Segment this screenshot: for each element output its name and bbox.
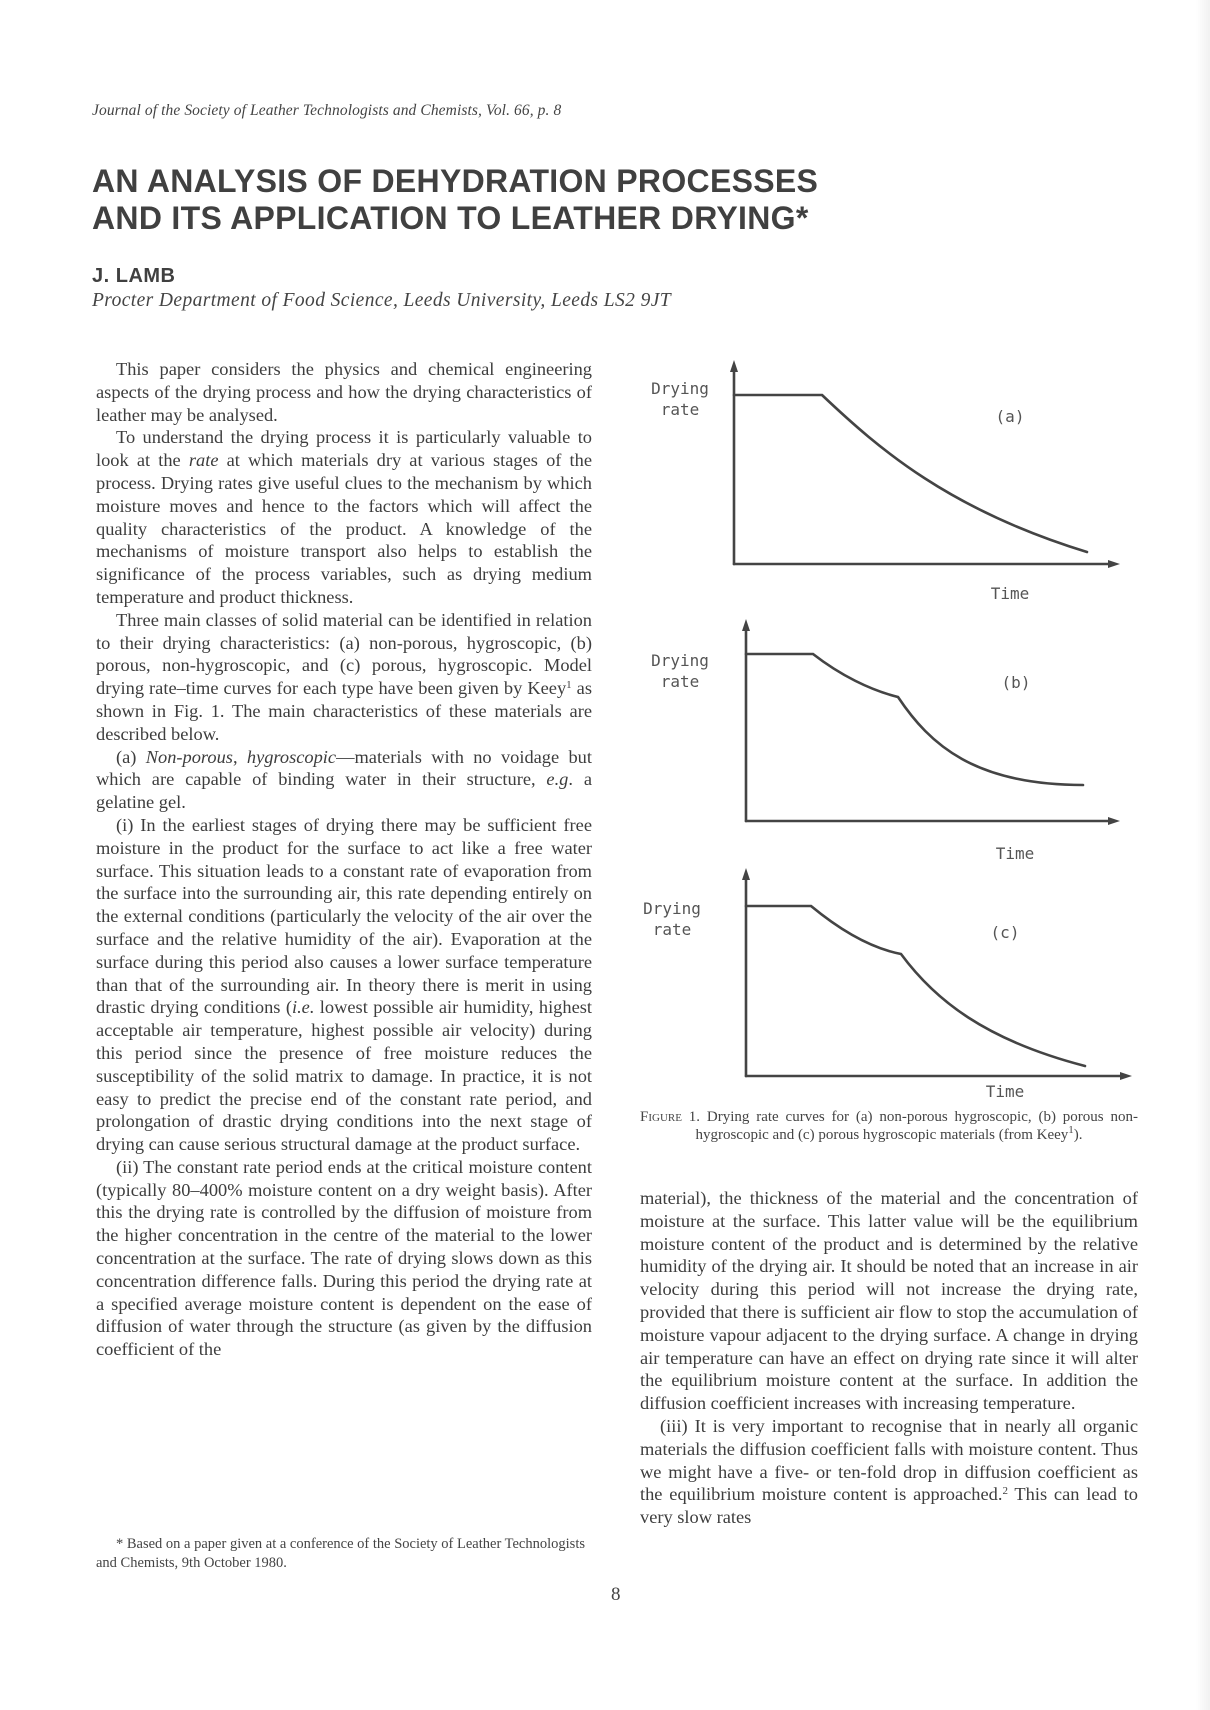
chart-a-ylabel: Drying rate [651,379,709,419]
paragraph-non-porous: (a) Non-porous, hygroscopic—materials with no voidage but which are capable of binding water in their structure, e.g. a gelatine gel. [96,746,592,813]
page-number: 8 [611,1584,621,1605]
journal-citation: Journal of the Society of Leather Technologists and Chemists, Vol. 66, p. 8 [92,102,562,119]
right-column [640,1187,1138,1529]
chart-a-panel-label: (a) [995,407,1025,426]
figure-label: Figure 1. [640,1109,701,1125]
chart-b-ylabel: Drying rate [651,651,709,691]
footnote: * Based on a paper given at a conference of the Society of Leather Technologists and Chemists, 9th October 1980. [96,1536,585,1571]
chart-c-xlabel: Time [985,1082,1025,1101]
paragraph-classes: Three main classes of solid material can be identified in relation to their drying characteristics: (a) non-porous, hygroscopic, (b) porous, non-hygroscopic, and (c) porous, hygroscopic. Model drying rate–time curves for each type have been given by Keey$^1$ as shown in Fig. 1. The main characteristics of these materials are described below. [96,609,593,744]
paragraph-stage-i: (i) In the earliest stages of drying there may be sufficient free moisture in the product for the surface to act like a free water surface. This situation leads to a constant rate of evaporation from the surface into the surrounding air, this rate depending entirely on the external conditions (particularly the velocity of the air over the surface and the relative humidity of the air). Evaporation at the surface during this period also causes a lower surface temperature than that of the surrounding air. In theory there is merit in using drastic drying conditions (i.e. lowest possible air humidity, highest acceptable air temperature, highest possible air velocity) during this period since the presence of free moisture reduces the susceptibility of the solid matrix to damage. In practice, it is not easy to predict the precise end of the constant rate period, and prolongation of drastic drying conditions into the next stage of drying can cause serious structural damage at the product surface. [96,814,592,1155]
paragraph-stage-ii-cont: material), the thickness of the material and the concentration of moisture at the surface. This latter value will be the equilibrium moisture content of the product and is determined by the relative humidity of the drying air. It should be noted that an increase in air velocity during this period will not increase the drying rate, provided that there is sufficient air flow to stop the accumulation of moisture vapour adjacent to the drying surface. A change in drying air temperature can have an effect on drying rate since it will alter the equilibrium moisture content at the surface. In addition the diffusion coefficient increases with increasing temperature. [640,1188,1138,1414]
paragraph-rate: To understand the drying process it is particularly valuable to look at the rate at which materials dry at various stages of the process. Drying rates give useful clues to the mechanism by which moisture moves and hence to the factors which will affect the quality characteristics of the product. A knowledge of the mechanisms of moisture transport also helps to establish the significance of the process variables, such as drying medium temperature and product thickness. [96,427,593,607]
paragraph-intro: This paper considers the physics and chemical engineering aspects of the drying process and how the drying characteristics of leather may be analysed. [96,359,592,425]
chart-c-panel-label: (c) [990,923,1020,942]
chart-b-xlabel: Time [995,844,1035,863]
reference-superscript: 1 [566,679,572,692]
reference-superscript: 2 [1002,1485,1008,1498]
author: J. LAMB [92,265,176,287]
chart-c-ylabel: Drying rate [643,899,701,939]
chart-a-xlabel: Time [990,584,1030,603]
chart-b-panel-label: (b) [1001,673,1031,692]
title-line-1: AN ANALYSIS OF DEHYDRATION PROCESSES [92,163,819,199]
figure-caption: Figure 1. Drying rate curves for (a) non-porous hygroscopic, (b) porous non-hygroscopic and (c) porous hygroscopic materials (from Keey$^1$). [640,1109,1138,1143]
affiliation: Procter Department of Food Science, Leeds University, Leeds LS2 9JT [92,290,672,311]
paragraph-stage-iii: (iii) It is very important to recognise that in nearly all organic materials the diffusion coefficient falls with moisture content. Thus we might have a five- or ten-fold drop in diffusion coefficient as the equilibrium moisture content is approached.$^2$ This can lead to very slow rates [640,1415,1138,1528]
title-line-2: AND ITS APPLICATION TO LEATHER DRYING* [92,200,809,236]
paragraph-stage-ii: (ii) The constant rate period ends at the critical moisture content (typically 80–400% moisture content on a dry weight basis). After this the drying rate is controlled by the diffusion of moisture from the higher concentration in the centre of the material to the lower concentration at the surface. The rate of drying slows down as this concentration difference falls. During this period the drying rate at a specified average moisture content is dependent on the ease of diffusion of water through the structure (as given by the diffusion coefficient of the [96,1156,592,1360]
